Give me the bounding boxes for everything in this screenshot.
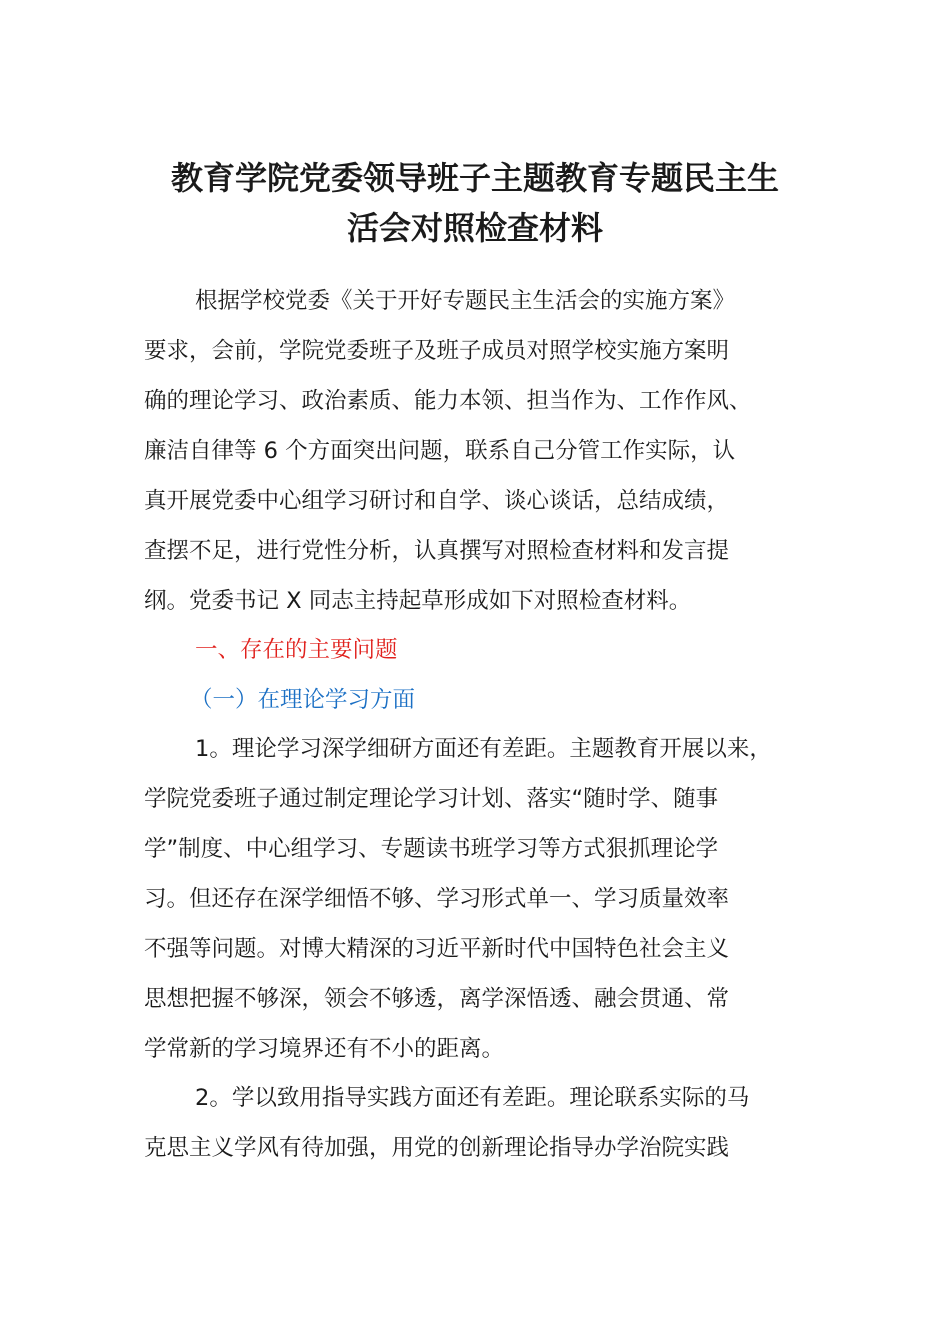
intro-line: 查摆不足，进行党性分析，认真撰写对照检查材料和发言提 [144, 538, 730, 564]
subsection-heading: （一）在理论学习方面 [190, 687, 416, 713]
intro-line: 根据学校党委《关于开好专题民主生活会的实施方案》 [195, 288, 736, 314]
item-1-line: 1。理论学习深学细研方面还有差距。主题教育开展以来， [195, 736, 772, 762]
item-2-line: 克思主义学风有待加强，用党的创新理论指导办学治院实践 [144, 1135, 730, 1161]
intro-line: 纲。党委书记 X 同志主持起草形成如下对照检查材料。 [144, 588, 692, 614]
item-2-line: 2。学以致用指导实践方面还有差距。理论联系实际的马 [195, 1085, 750, 1111]
intro-line: 确的理论学习、政治素质、能力本领、担当作为、工作作风、 [144, 388, 752, 414]
intro-line: 廉洁自律等 6 个方面突出问题，联系自己分管工作实际，认 [144, 438, 736, 464]
item-1-line: 学常新的学习境界还有不小的距离。 [144, 1036, 505, 1062]
item-1-line: 学院党委班子通过制定理论学习计划、落实“随时学、随事 [144, 786, 719, 812]
item-1-line: 习。但还存在深学细悟不够、学习形式单一、学习质量效率 [144, 886, 730, 912]
item-1-line: 思想把握不够深，领会不够透，离学深悟透、融会贯通、常 [144, 986, 730, 1012]
intro-line: 真开展党委中心组学习研讨和自学、谈心谈话，总结成绩， [144, 488, 730, 514]
item-1-line: 不强等问题。对博大精深的习近平新时代中国特色社会主义 [144, 936, 730, 962]
item-1-line: 学”制度、中心组学习、专题读书班学习等方式狠抓理论学 [144, 836, 719, 862]
document-title-line-1: 教育学院党委领导班子主题教育专题民主生 [170, 159, 779, 197]
document-title-line-2: 活会对照检查材料 [346, 209, 603, 247]
intro-line: 要求，会前，学院党委班子及班子成员对照学校实施方案明 [144, 338, 730, 364]
section-heading: 一、存在的主要问题 [195, 637, 398, 663]
